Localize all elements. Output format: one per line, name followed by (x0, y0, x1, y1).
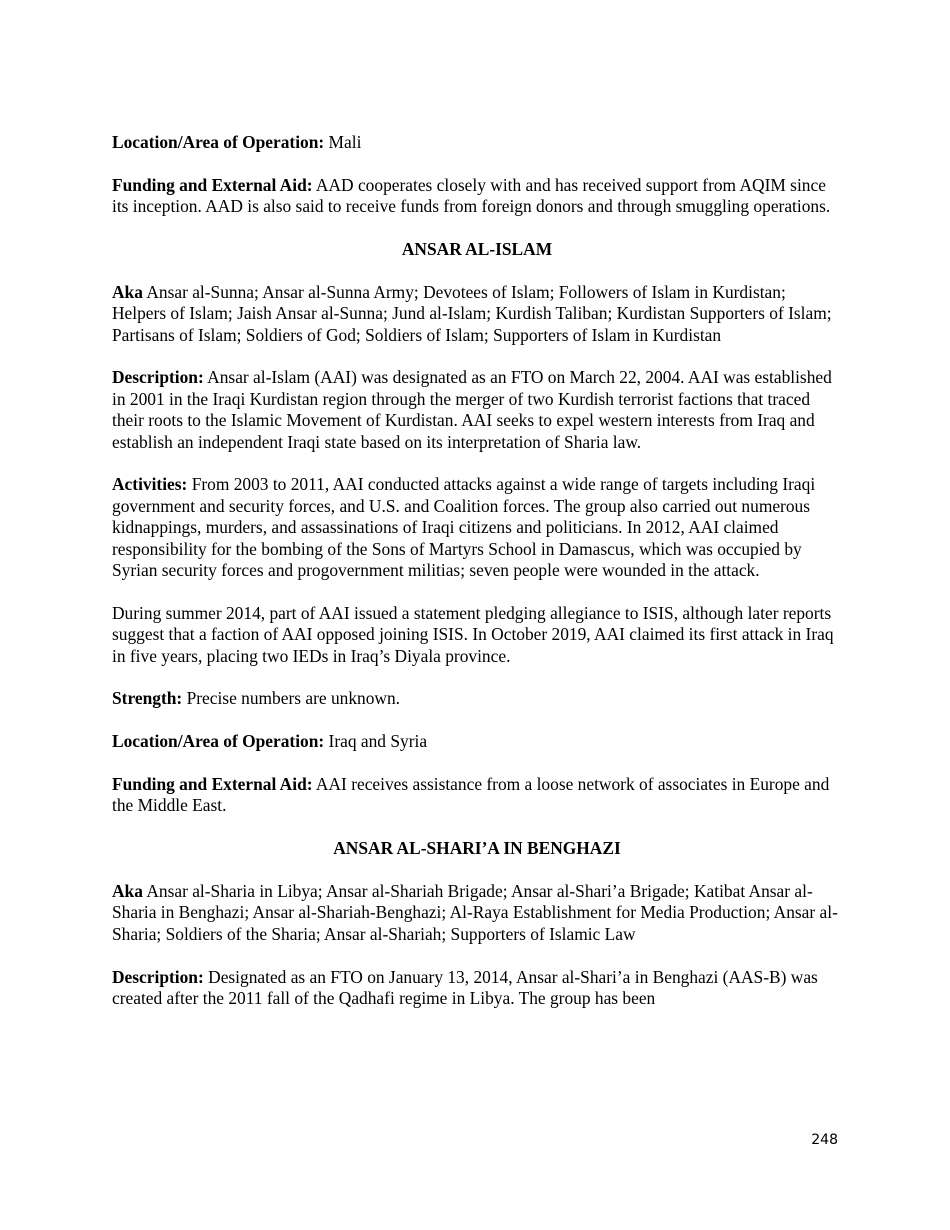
funding-label: Funding and External Aid: (112, 174, 313, 195)
strength-value: Precise numbers are unknown. (182, 688, 401, 709)
description-value: Designated as an FTO on January 13, 2014, Ansar al-Shari’a in Benghazi (AAS-B) was created after the 2011 fall of the Qadhafi regime in Libya. The group has been (112, 966, 818, 1009)
aka-label: Aka (112, 281, 143, 302)
location-paragraph (112, 731, 842, 752)
activities-value: From 2003 to 2011, AAI conducted attacks against a wide range of targets including Iraqi government and security forces, and U.S. and Coalition forces. The group also carried out numerous kidnappings, murders, and assassinations of Iraqi citizens and politicians. In 2012, AAI claimed responsibility for the bombing of the Sons of Martyrs School in Damascus, which was occupied by Syrian security forces and progovernment militias; seven people were wounded in the attack. (112, 474, 816, 581)
strength-label: Strength: (112, 688, 183, 709)
section-heading-ansar-al-islam: ANSAR AL-ISLAM (401, 239, 553, 259)
location-value: Iraq and Syria (324, 731, 428, 752)
activities-paragraph (112, 474, 842, 581)
funding-value: AAI receives assistance from a loose network of associates in Europe and the Middle East. (112, 774, 830, 816)
location-paragraph (112, 132, 842, 153)
location-label: Location/Area of Operation: (112, 731, 325, 752)
aka-value: Ansar al-Sharia in Libya; Ansar al-Shariah Brigade; Ansar al-Shari’a Brigade; Katibat Ansar al-Sharia in Benghazi; Ansar al-Shariah-Benghazi; Al-Raya Establishment for Media Production; Ansar al-Sharia; Soldiers of the Sharia; Ansar al-Shariah; Supporters of Islamic Law (112, 881, 838, 944)
activities-continued-paragraph: During summer 2014, part of AAI issued a statement pledging allegiance to ISIS, although later reports suggest that a faction of AAI opposed joining ISIS. In October 2019, AAI claimed its first attack in Iraq in five years, placing two IEDs in Iraq’s Diyala province. (112, 602, 834, 666)
location-value: Mali (324, 132, 362, 152)
description-value: Ansar al-Islam (AAI) was designated as an FTO on March 22, 2004. AAI was established in 2001 in the Iraqi Kurdistan region through the merger of two Kurdish terrorist factions that traced their roots to the Islamic Movement of Kurdistan. AAI seeks to expel western interests from Iraq and establish an independent Iraqi state based on its interpretation of Sharia law. (112, 367, 832, 452)
funding-label: Funding and External Aid: (112, 774, 313, 795)
funding-paragraph (112, 175, 842, 218)
aka-paragraph (112, 881, 842, 945)
strength-paragraph (112, 688, 842, 709)
description-paragraph (112, 967, 842, 1010)
aka-paragraph (112, 282, 842, 346)
page-number: 248 (811, 1132, 838, 1148)
aka-value: Ansar al-Sunna; Ansar al-Sunna Army; Devotees of Islam; Followers of Islam in Kurdistan; Helpers of Islam; Jaish Ansar al-Sunna; Jund al-Islam; Kurdish Taliban; Kurdistan Supporters of Islam; Partisans of Islam; Soldiers of God; Soldiers of Islam; Supporters of Islam in Kurdistan (112, 281, 832, 345)
funding-value: AAD cooperates closely with and has received support from AQIM since its inception. AAD is also said to receive funds from foreign donors and through smuggling operations. (112, 174, 831, 217)
funding-paragraph (112, 774, 842, 817)
location-label: Location/Area of Operation: (112, 132, 325, 152)
section-heading-ansar-al-sharia-in-benghazi: ANSAR AL-SHARI’A IN BENGHAZI (333, 838, 621, 859)
description-label: Description: (112, 367, 204, 388)
description-paragraph (112, 367, 842, 453)
aka-label: Aka (112, 881, 143, 902)
activities-label: Activities: (112, 474, 188, 495)
document-page (112, 132, 842, 1031)
description-label: Description: (112, 966, 204, 987)
